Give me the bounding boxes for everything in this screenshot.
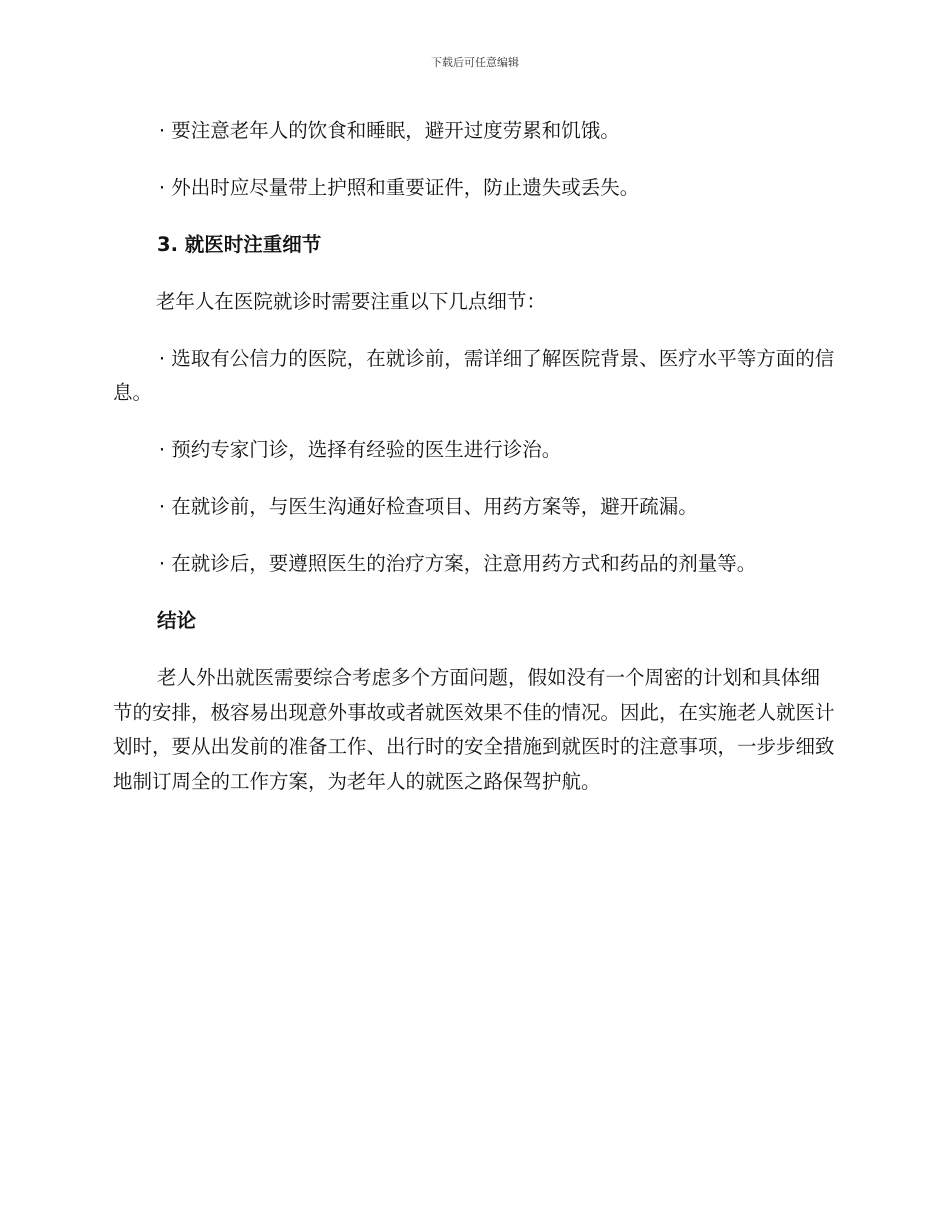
section3-intro: 老年人在医院就诊时需要注重以下几点细节： bbox=[155, 290, 546, 313]
bullet-follow-treatment: · 在就诊后，要遵照医生的治疗方案，注意用药方式和药品的剂量等。 bbox=[158, 552, 757, 575]
bullet-passport: · 外出时应尽量带上护照和重要证件，防止遗失或丢失。 bbox=[158, 176, 640, 199]
section-heading-3: 3. 就医时注重细节 bbox=[157, 233, 322, 256]
conclusion-heading: 结论 bbox=[157, 609, 197, 632]
conclusion-paragraph: 老人外出就医需要综合考虑多个方面问题，假如没有一个周密的计划和具体细节的安排，极容易出现意外事故或者就医效果不佳的情况。因此，在实施老人就医计划时，要从出发前的准备工作、出行时的安全措施到就医时的注意事项，一步步细致地制订周全的工作方案，为老年人的就医之路保驾护航。 bbox=[113, 666, 835, 793]
bullet-diet-sleep: · 要注意老年人的饮食和睡眠，避开过度劳累和饥饿。 bbox=[158, 119, 620, 142]
document-body bbox=[113, 114, 835, 822]
bullet-choose-hospital: · 选取有公信力的医院，在就诊前，需详细了解医院背景、医疗水平等方面的信息。 bbox=[113, 347, 835, 404]
bullet-book-expert: · 预约专家门诊，选择有经验的医生进行诊治。 bbox=[158, 438, 562, 461]
page-header-note: 下载后可任意编辑 bbox=[431, 56, 519, 69]
bullet-communicate-doctor: · 在就诊前，与医生沟通好检查项目、用药方案等，避开疏漏。 bbox=[158, 495, 698, 518]
